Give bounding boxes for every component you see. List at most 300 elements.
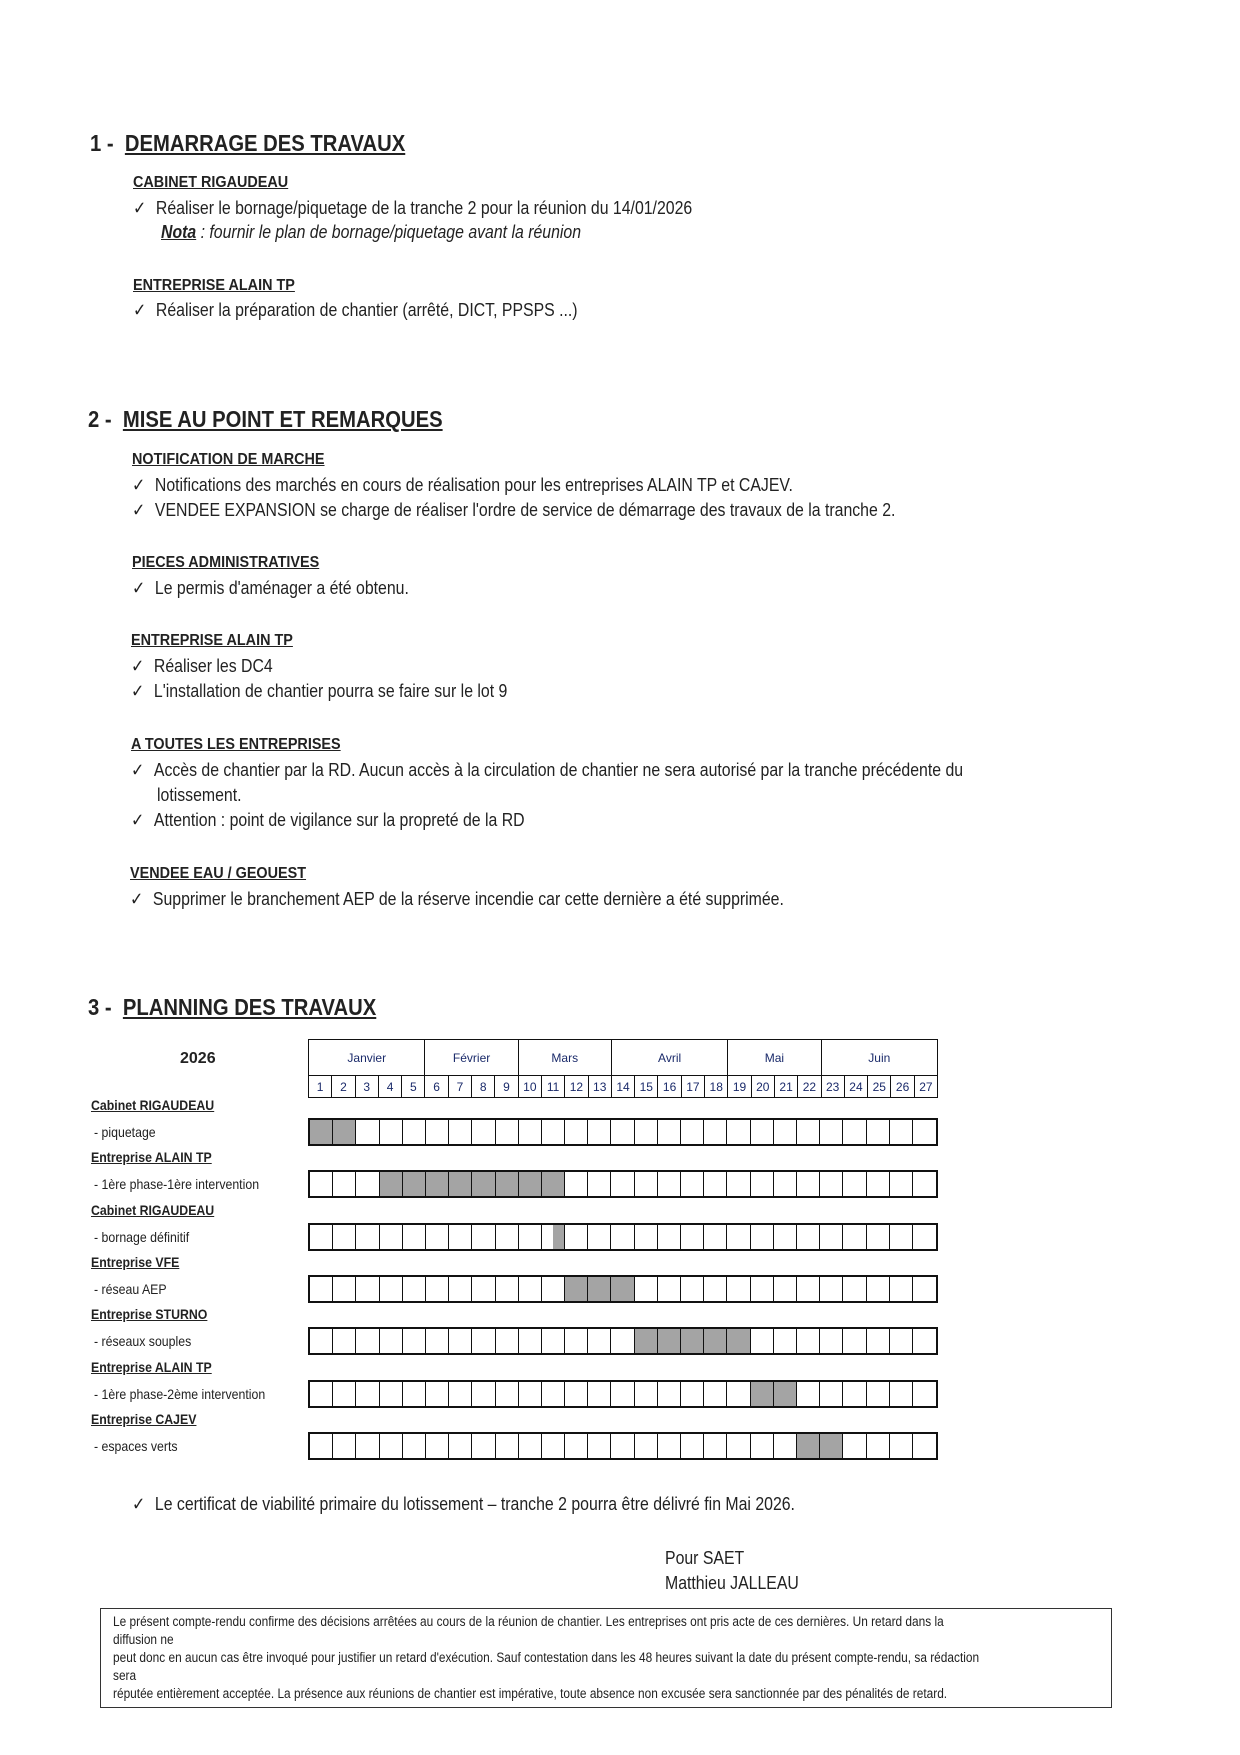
gantt-cell xyxy=(565,1225,588,1249)
gantt-cell xyxy=(774,1434,797,1458)
gantt-cell xyxy=(797,1120,820,1144)
gantt-cell xyxy=(913,1329,936,1353)
section-number: 2 - xyxy=(88,406,112,432)
week-number: 12 xyxy=(565,1076,588,1098)
gantt-bar xyxy=(635,1329,657,1353)
gantt-cell xyxy=(542,1277,565,1301)
check-icon: ✓ xyxy=(132,500,146,520)
gantt-cell xyxy=(658,1329,681,1353)
gantt-cell xyxy=(843,1382,866,1406)
gantt-cell xyxy=(913,1277,936,1301)
item-text: Le permis d'aménager a été obtenu. xyxy=(154,578,409,598)
check-icon: ✓ xyxy=(131,810,145,830)
gantt-cell xyxy=(611,1329,634,1353)
list-item xyxy=(131,808,525,832)
gantt-cell xyxy=(403,1225,426,1249)
week-number: 5 xyxy=(402,1076,425,1098)
week-number: 17 xyxy=(681,1076,704,1098)
gantt-cell xyxy=(496,1172,519,1196)
gantt-cell xyxy=(333,1225,356,1249)
gantt-cell xyxy=(774,1172,797,1196)
gantt-cell xyxy=(913,1434,936,1458)
list-item xyxy=(131,679,507,703)
week-number: 26 xyxy=(891,1076,914,1098)
gantt-bar xyxy=(704,1329,726,1353)
gantt-bar xyxy=(565,1277,587,1301)
gantt-cell xyxy=(681,1329,704,1353)
list-item xyxy=(131,654,273,678)
gantt-cell xyxy=(426,1329,449,1353)
item-text: Réaliser les DC4 xyxy=(153,656,273,676)
gantt-cell xyxy=(890,1120,913,1144)
item-text: Accès de chantier par la RD. Aucun accès à la circulation de chantier ne sera autorisé par la tranche précédente du xyxy=(153,760,964,780)
gantt-cell xyxy=(867,1382,890,1406)
gantt-cell xyxy=(890,1434,913,1458)
gantt-cell xyxy=(472,1329,495,1353)
gantt-cell xyxy=(426,1172,449,1196)
gantt-cell xyxy=(913,1120,936,1144)
task-company: Entreprise ALAIN TP xyxy=(91,1358,212,1375)
gantt-cell xyxy=(774,1120,797,1144)
gantt-row xyxy=(308,1432,938,1460)
task-company: Cabinet RIGAUDEAU xyxy=(91,1201,215,1218)
item-text: Supprimer le branchement AEP de la réserve incendie car cette dernière a été supprimée. xyxy=(152,889,784,909)
gantt-cell xyxy=(310,1329,333,1353)
week-number: 21 xyxy=(774,1076,797,1098)
gantt-cell xyxy=(449,1382,472,1406)
signature-name: Matthieu JALLEAU xyxy=(665,1573,799,1593)
gantt-cell xyxy=(519,1434,542,1458)
gantt-cell xyxy=(611,1382,634,1406)
gantt-cell xyxy=(380,1382,403,1406)
gantt-bar xyxy=(403,1172,425,1196)
gantt-cell xyxy=(588,1172,611,1196)
gantt-cell xyxy=(310,1382,333,1406)
gantt-cell xyxy=(310,1120,333,1144)
week-number: 19 xyxy=(728,1076,751,1098)
month-header: Avril xyxy=(611,1040,727,1076)
gantt-cell xyxy=(403,1172,426,1196)
gantt-cell xyxy=(519,1277,542,1301)
gantt-cell xyxy=(356,1120,379,1144)
subheading: CABINET RIGAUDEAU xyxy=(133,174,289,191)
gantt-cell xyxy=(843,1172,866,1196)
item-text: L'installation de chantier pourra se faire sur le lot 9 xyxy=(153,681,508,701)
week-number: 10 xyxy=(518,1076,541,1098)
gantt-cell xyxy=(565,1172,588,1196)
task-name: - bornage définitif xyxy=(94,1228,190,1245)
gantt-cell xyxy=(333,1382,356,1406)
gantt-cell xyxy=(681,1172,704,1196)
item-text: Réaliser le bornage/piquetage de la tranche 2 pour la réunion du 14/01/2026 xyxy=(155,198,693,218)
section-title: MISE AU POINT ET REMARQUES xyxy=(122,406,443,432)
planning-header xyxy=(308,1039,938,1098)
gantt-cell xyxy=(519,1172,542,1196)
section-3-heading xyxy=(88,994,376,1021)
gantt-cell xyxy=(403,1277,426,1301)
gantt-bar xyxy=(380,1172,402,1196)
gantt-cell xyxy=(380,1225,403,1249)
gantt-bar xyxy=(310,1120,332,1144)
gantt-cell xyxy=(867,1120,890,1144)
gantt-bar xyxy=(820,1434,842,1458)
gantt-cell xyxy=(704,1329,727,1353)
month-header: Février xyxy=(425,1040,518,1076)
gantt-cell xyxy=(797,1434,820,1458)
task-name: - réseaux souples xyxy=(94,1333,192,1350)
gantt-cell xyxy=(635,1225,658,1249)
gantt-cell xyxy=(797,1225,820,1249)
gantt-cell xyxy=(913,1225,936,1249)
week-number: 2 xyxy=(332,1076,355,1098)
gantt-cell xyxy=(565,1434,588,1458)
item-text-continued: lotissement. xyxy=(157,785,242,805)
check-icon: ✓ xyxy=(130,889,144,909)
gantt-cell xyxy=(356,1382,379,1406)
week-number: 13 xyxy=(588,1076,611,1098)
gantt-cell xyxy=(727,1329,750,1353)
gantt-cell xyxy=(472,1120,495,1144)
gantt-bar xyxy=(472,1172,494,1196)
gantt-cell xyxy=(426,1434,449,1458)
gantt-cell xyxy=(751,1120,774,1144)
week-number: 6 xyxy=(425,1076,448,1098)
gantt-cell xyxy=(843,1120,866,1144)
gantt-cell xyxy=(727,1434,750,1458)
gantt-cell xyxy=(472,1277,495,1301)
nota-text: : fournir le plan de bornage/piquetage avant la réunion xyxy=(196,222,582,242)
gantt-bar xyxy=(542,1172,564,1196)
gantt-bar xyxy=(333,1120,355,1144)
gantt-cell xyxy=(449,1277,472,1301)
week-number: 24 xyxy=(844,1076,867,1098)
check-icon: ✓ xyxy=(131,656,145,676)
gantt-cell xyxy=(542,1382,565,1406)
week-number: 22 xyxy=(798,1076,821,1098)
gantt-cell xyxy=(774,1277,797,1301)
gantt-cell xyxy=(472,1382,495,1406)
gantt-cell xyxy=(635,1434,658,1458)
gantt-cell xyxy=(890,1277,913,1301)
gantt-bar xyxy=(611,1277,633,1301)
gantt-cell xyxy=(496,1120,519,1144)
gantt-cell xyxy=(658,1172,681,1196)
gantt-cell xyxy=(681,1225,704,1249)
task-company: Entreprise VFE xyxy=(91,1253,180,1270)
gantt-cell xyxy=(310,1225,333,1249)
gantt-cell xyxy=(356,1225,379,1249)
gantt-cell xyxy=(704,1120,727,1144)
item-text: Attention : point de vigilance sur la propreté de la RD xyxy=(153,810,525,830)
gantt-cell xyxy=(727,1382,750,1406)
gantt-cell xyxy=(751,1172,774,1196)
gantt-cell xyxy=(380,1277,403,1301)
gantt-cell xyxy=(310,1277,333,1301)
task-name: - 1ère phase-2ème intervention xyxy=(94,1385,266,1402)
list-item xyxy=(132,1492,795,1516)
gantt-cell xyxy=(843,1434,866,1458)
disclaimer-line: Le présent compte-rendu confirme des décisions arrêtées au cours de la réunion de chantier. Les entreprises ont pris acte de ces dernières. Un retard dans la diffusion ne xyxy=(113,1614,944,1647)
gantt-cell xyxy=(774,1382,797,1406)
signature-line: Pour SAET xyxy=(665,1548,745,1568)
gantt-cell xyxy=(751,1434,774,1458)
week-number: 4 xyxy=(378,1076,401,1098)
gantt-cell xyxy=(727,1225,750,1249)
week-number: 7 xyxy=(448,1076,471,1098)
gantt-cell xyxy=(380,1434,403,1458)
gantt-cell xyxy=(588,1277,611,1301)
gantt-bar xyxy=(588,1277,610,1301)
check-icon: ✓ xyxy=(132,1494,146,1514)
gantt-bar xyxy=(519,1172,541,1196)
list-item xyxy=(132,498,895,522)
gantt-cell xyxy=(449,1172,472,1196)
gantt-cell xyxy=(681,1120,704,1144)
gantt-cell xyxy=(565,1329,588,1353)
check-icon: ✓ xyxy=(132,578,146,598)
gantt-cell xyxy=(704,1225,727,1249)
gantt-cell xyxy=(704,1434,727,1458)
gantt-cell xyxy=(356,1172,379,1196)
gantt-cell xyxy=(890,1329,913,1353)
nota-label: Nota xyxy=(161,222,197,242)
month-header: Juin xyxy=(821,1040,937,1076)
list-item xyxy=(131,758,963,782)
gantt-cell xyxy=(658,1382,681,1406)
gantt-cell xyxy=(820,1382,843,1406)
list-item xyxy=(133,196,692,220)
check-icon: ✓ xyxy=(131,760,145,780)
gantt-cell xyxy=(426,1120,449,1144)
gantt-cell xyxy=(704,1172,727,1196)
gantt-cell xyxy=(820,1277,843,1301)
gantt-cell xyxy=(356,1277,379,1301)
gantt-cell xyxy=(333,1329,356,1353)
gantt-cell xyxy=(867,1277,890,1301)
gantt-cell xyxy=(658,1277,681,1301)
task-name: - réseau AEP xyxy=(94,1280,167,1297)
disclaimer-line: réputée entièrement acceptée. La présence aux réunions de chantier est impérative, toute absence non excusée sera sanctionnée par des pénalités de retard. xyxy=(113,1686,948,1701)
gantt-cell xyxy=(797,1329,820,1353)
list-item xyxy=(132,473,793,497)
gantt-cell xyxy=(449,1225,472,1249)
gantt-row xyxy=(308,1275,938,1303)
gantt-cell xyxy=(542,1172,565,1196)
gantt-cell xyxy=(890,1382,913,1406)
section-2-heading xyxy=(88,406,443,433)
gantt-bar xyxy=(681,1329,703,1353)
month-header: Mai xyxy=(728,1040,821,1076)
gantt-cell xyxy=(635,1382,658,1406)
list-item xyxy=(133,298,578,322)
task-company: Entreprise ALAIN TP xyxy=(91,1149,212,1166)
check-icon: ✓ xyxy=(133,300,147,320)
section-title: PLANNING DES TRAVAUX xyxy=(122,994,377,1020)
gantt-cell xyxy=(588,1382,611,1406)
gantt-cell xyxy=(751,1382,774,1406)
gantt-cell xyxy=(496,1225,519,1249)
disclaimer-box xyxy=(100,1608,1112,1708)
check-icon: ✓ xyxy=(133,198,147,218)
week-number: 8 xyxy=(472,1076,495,1098)
gantt-cell xyxy=(333,1277,356,1301)
subheading: ENTREPRISE ALAIN TP xyxy=(133,277,295,294)
gantt-cell xyxy=(472,1434,495,1458)
check-icon: ✓ xyxy=(132,475,146,495)
gantt-cell xyxy=(867,1434,890,1458)
gantt-cell xyxy=(588,1120,611,1144)
gantt-cell xyxy=(774,1225,797,1249)
gantt-cell xyxy=(913,1382,936,1406)
gantt-cell xyxy=(333,1120,356,1144)
gantt-cell xyxy=(356,1329,379,1353)
gantt-cell xyxy=(727,1172,750,1196)
subheading: ENTREPRISE ALAIN TP xyxy=(131,632,293,649)
subheading: VENDEE EAU / GEOUEST xyxy=(130,865,307,882)
gantt-cell xyxy=(820,1172,843,1196)
gantt-cell xyxy=(356,1434,379,1458)
gantt-cell xyxy=(611,1120,634,1144)
week-number: 16 xyxy=(658,1076,681,1098)
gantt-cell xyxy=(751,1277,774,1301)
gantt-cell xyxy=(797,1382,820,1406)
week-number: 11 xyxy=(541,1076,564,1098)
gantt-cell xyxy=(820,1120,843,1144)
section-1-heading xyxy=(90,130,405,157)
disclaimer-line: peut donc en aucun cas être invoqué pour justifier un retard d'exécution. Sauf contestation dans les 48 heures suivant la date du présent compte-rendu, sa rédaction sera xyxy=(113,1650,980,1683)
gantt-cell xyxy=(542,1225,565,1249)
gantt-cell xyxy=(565,1120,588,1144)
gantt-cell xyxy=(565,1382,588,1406)
gantt-cell xyxy=(310,1172,333,1196)
nota xyxy=(161,222,581,243)
gantt-cell xyxy=(751,1225,774,1249)
gantt-row xyxy=(308,1380,938,1408)
gantt-cell xyxy=(380,1172,403,1196)
gantt-cell xyxy=(611,1277,634,1301)
gantt-cell xyxy=(472,1172,495,1196)
gantt-cell xyxy=(867,1172,890,1196)
gantt-cell xyxy=(635,1172,658,1196)
section-title: DEMARRAGE DES TRAVAUX xyxy=(124,130,406,156)
week-number: 27 xyxy=(914,1076,937,1098)
gantt-cell xyxy=(611,1172,634,1196)
gantt-cell xyxy=(890,1225,913,1249)
gantt-row xyxy=(308,1170,938,1198)
list-item xyxy=(132,576,409,600)
gantt-cell xyxy=(403,1120,426,1144)
week-number: 14 xyxy=(611,1076,634,1098)
week-number: 25 xyxy=(868,1076,891,1098)
gantt-cell xyxy=(635,1120,658,1144)
item-text: Réaliser la préparation de chantier (arrêté, DICT, PPSPS ...) xyxy=(155,300,578,320)
gantt-cell xyxy=(449,1329,472,1353)
task-company: Entreprise CAJEV xyxy=(91,1410,197,1427)
item-text: Le certificat de viabilité primaire du lotissement – tranche 2 pourra être délivré fin Mai 2026. xyxy=(154,1494,795,1514)
gantt-cell xyxy=(588,1225,611,1249)
gantt-cell xyxy=(727,1120,750,1144)
gantt-cell xyxy=(611,1225,634,1249)
gantt-cell xyxy=(426,1225,449,1249)
gantt-cell xyxy=(704,1382,727,1406)
planning-year: 2026 xyxy=(180,1050,216,1067)
gantt-cell xyxy=(635,1277,658,1301)
gantt-cell xyxy=(843,1277,866,1301)
item-text: Notifications des marchés en cours de réalisation pour les entreprises ALAIN TP et CAJEV. xyxy=(154,475,793,495)
gantt-cell xyxy=(681,1277,704,1301)
check-icon: ✓ xyxy=(131,681,145,701)
week-number: 18 xyxy=(705,1076,728,1098)
gantt-cell xyxy=(890,1172,913,1196)
gantt-cell xyxy=(774,1329,797,1353)
gantt-cell xyxy=(704,1277,727,1301)
gantt-cell xyxy=(426,1382,449,1406)
gantt-cell xyxy=(867,1329,890,1353)
gantt-cell xyxy=(797,1277,820,1301)
week-number: 20 xyxy=(751,1076,774,1098)
week-number: 3 xyxy=(355,1076,378,1098)
gantt-cell xyxy=(496,1277,519,1301)
gantt-cell xyxy=(820,1329,843,1353)
gantt-bar xyxy=(553,1225,564,1249)
gantt-cell xyxy=(496,1434,519,1458)
gantt-cell xyxy=(449,1434,472,1458)
gantt-cell xyxy=(380,1329,403,1353)
week-number: 1 xyxy=(309,1076,332,1098)
gantt-cell xyxy=(727,1277,750,1301)
gantt-row xyxy=(308,1118,938,1146)
month-header: Janvier xyxy=(309,1040,425,1076)
gantt-cell xyxy=(403,1434,426,1458)
task-name: - espaces verts xyxy=(94,1437,178,1454)
gantt-row xyxy=(308,1327,938,1355)
week-number: 9 xyxy=(495,1076,518,1098)
gantt-cell xyxy=(519,1225,542,1249)
gantt-row xyxy=(308,1223,938,1251)
gantt-cell xyxy=(519,1120,542,1144)
gantt-cell xyxy=(496,1382,519,1406)
gantt-cell xyxy=(867,1225,890,1249)
task-company: Entreprise STURNO xyxy=(91,1306,208,1323)
gantt-cell xyxy=(658,1120,681,1144)
task-name: - 1ère phase-1ère intervention xyxy=(94,1176,260,1193)
gantt-cell xyxy=(820,1434,843,1458)
gantt-bar xyxy=(449,1172,471,1196)
subheading: A TOUTES LES ENTREPRISES xyxy=(131,736,341,753)
gantt-bar xyxy=(774,1382,796,1406)
week-number: 15 xyxy=(635,1076,658,1098)
gantt-cell xyxy=(588,1434,611,1458)
item-text: VENDEE EXPANSION se charge de réaliser l'ordre de service de démarrage des travaux de la tranche 2. xyxy=(154,500,896,520)
gantt-cell xyxy=(310,1434,333,1458)
gantt-cell xyxy=(681,1434,704,1458)
gantt-cell xyxy=(797,1172,820,1196)
gantt-cell xyxy=(542,1434,565,1458)
gantt-cell xyxy=(658,1434,681,1458)
gantt-cell xyxy=(681,1382,704,1406)
gantt-cell xyxy=(658,1225,681,1249)
gantt-cell xyxy=(542,1329,565,1353)
subheading: PIECES ADMINISTRATIVES xyxy=(132,554,320,571)
gantt-cell xyxy=(403,1382,426,1406)
gantt-cell xyxy=(913,1172,936,1196)
gantt-cell xyxy=(403,1329,426,1353)
list-item xyxy=(130,887,784,911)
week-number: 23 xyxy=(821,1076,844,1098)
gantt-cell xyxy=(333,1434,356,1458)
gantt-cell xyxy=(565,1277,588,1301)
task-name: - piquetage xyxy=(94,1124,156,1140)
